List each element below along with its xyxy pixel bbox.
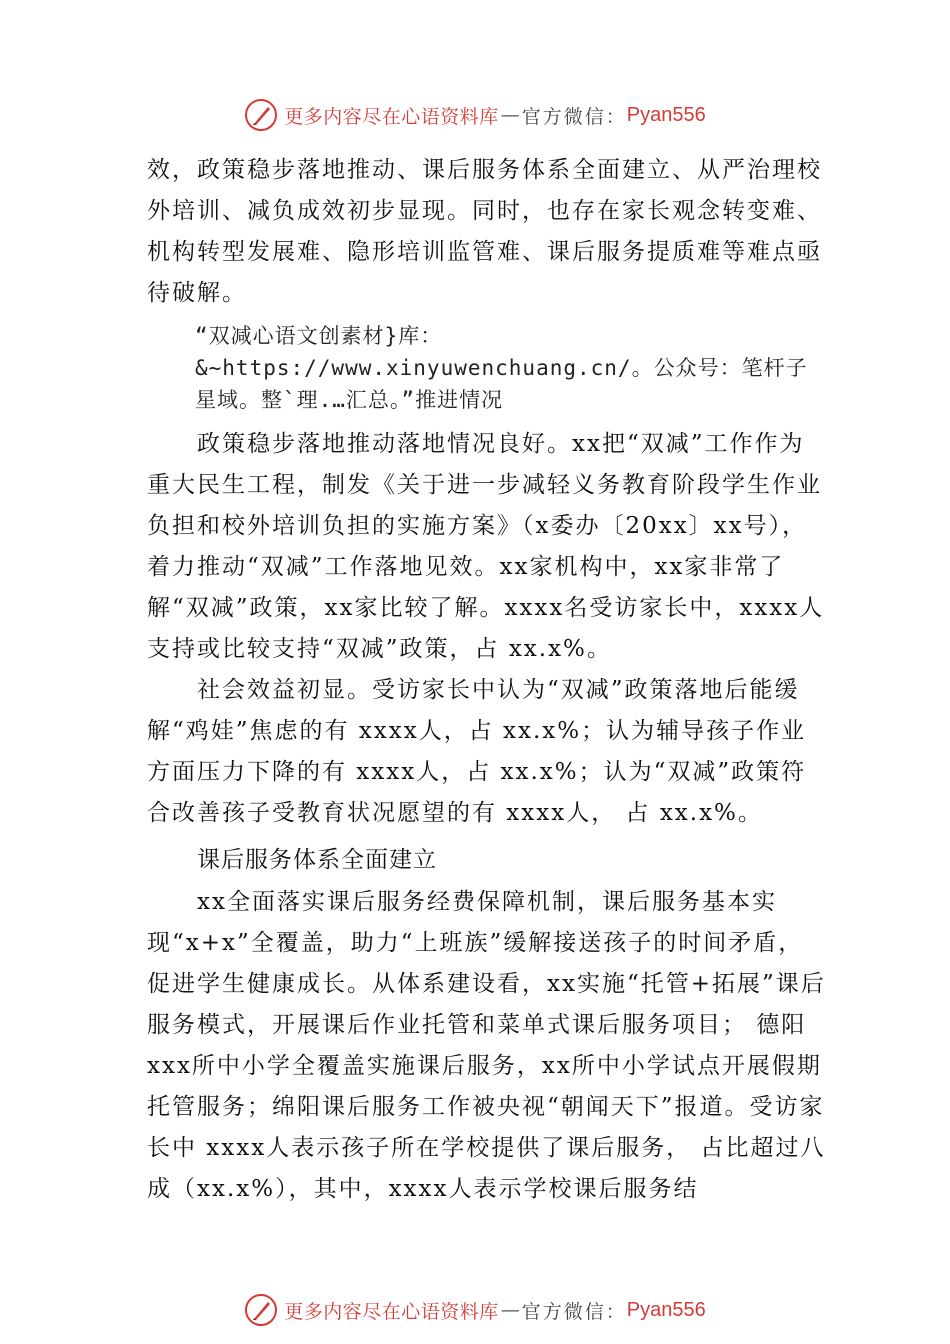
footer-watermark: [0, 1290, 950, 1330]
document-body: [147, 150, 827, 1210]
paragraph-continuation: 效，政策稳步落地推动、课后服务体系全面建立、从严治理校外培训、减负成效初步显现。同时，也存在家长观念转变难、机构转型发展难、隐形培训监管难、课后服务提质难等难点亟待破解。: [147, 157, 822, 306]
watermark-official: 官方微信：: [521, 105, 627, 128]
paragraph-after-school-service: xx全面落实课后服务经费保障机制，课后服务基本实现“x+x”全覆盖，助力“上班族”缓解接送孩子的时间矛盾，促进学生健康成长。从体系建设看，xx实施“托管+拓展”课后服务模式，开展课后作业托管和菜单式课后服务项目； 德阳xxx所中小学全覆盖实施课后服务，xx所中小学试点开展假期托管服务；绵阳课后服务工作被央视“朝闻天下”报道。受访家长中 xxxx人表示孩子所在学校提供了课后服务， 占比超过八成（xx.x%），其中，xxxx人表示学校课后服务结: [147, 889, 826, 1202]
watermark-wechat-id: Pyan556: [626, 1298, 706, 1321]
paragraph-policy-progress: 政策稳步落地推动落地情况良好。xx把“双减”工作作为重大民生工程，制发《关于进一步减轻义务教育阶段学生作业负担和校外培训负担的实施方案》（x委办〔20xx〕xx号），着力推动“双减”工作落地见效。xx家机构中，xx家非常了解“双减”政策，xx家比较了解。xxxx名受访家长中，xxxx人支持或比较支持“双减”政策，占 xx.x%。: [147, 431, 825, 662]
watermark-text: 更多内容尽在心语资料库: [284, 105, 499, 128]
section-heading: 课后服务体系全面建立: [197, 847, 437, 873]
quill-pen-icon: [244, 98, 278, 132]
quote-source-note: “双减心语文创素材}库：&~https://www.xinyuwenchuang.cn/。公众号：笔杆子星域。整`理.…汇总。”推进情况: [195, 324, 808, 412]
watermark-wechat-id: Pyan556: [626, 103, 706, 126]
paragraph-social-benefit: 社会效益初显。受访家长中认为“双减”政策落地后能缓解“鸡娃”焦虑的有 xxxx人，占 xx.x%；认为辅导孩子作业方面压力下降的有 xxxx人，占 xx.x%；认为“双减”政策符合改善孩子受教育状况愿望的有 xxxx人， 占 xx.x%。: [147, 677, 807, 826]
watermark-separator: —: [500, 1299, 520, 1321]
header-watermark: [0, 95, 950, 135]
quill-pen-icon: [244, 1293, 278, 1327]
watermark-text: 更多内容尽在心语资料库: [284, 1300, 499, 1323]
watermark-official: 官方微信：: [521, 1300, 627, 1323]
watermark-separator: —: [500, 104, 520, 126]
